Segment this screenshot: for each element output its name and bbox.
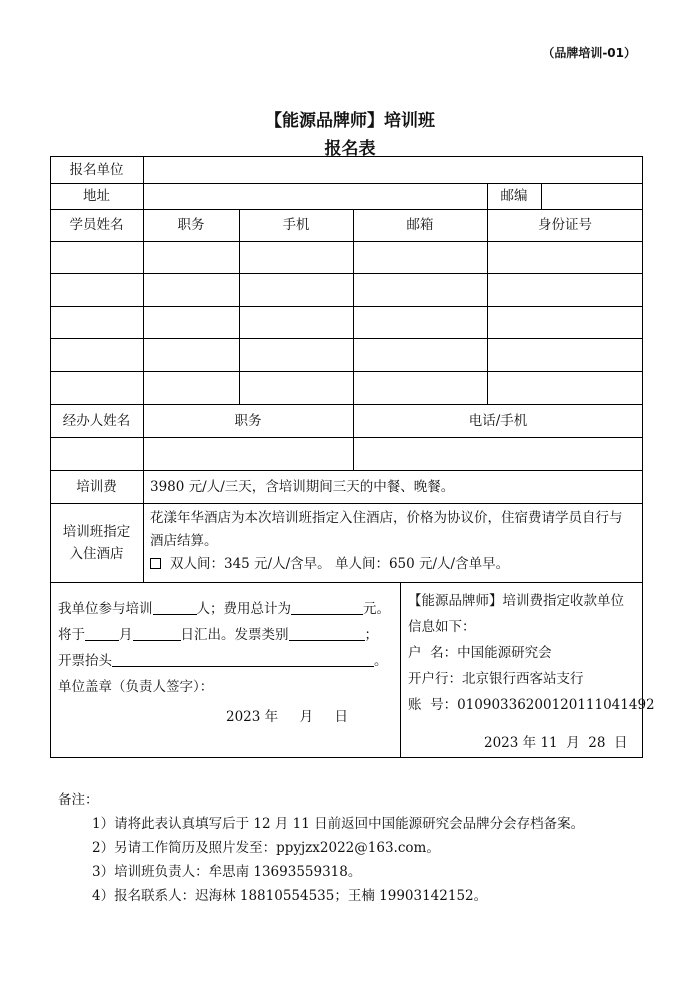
label-fee: 培训费 — [76, 478, 117, 495]
label-unit: 报名单位 — [69, 161, 124, 178]
hotel-description — [150, 507, 640, 576]
label-agent-name: 经办人姓名 — [62, 412, 131, 429]
payee-info — [408, 588, 655, 756]
header-student-name: 学员姓名 — [69, 217, 124, 233]
seal-label: 单位盖章（负责人签字）： — [58, 679, 214, 695]
row-line — [50, 306, 643, 307]
hotel-text-line2: 酒店结算。 — [150, 533, 218, 549]
page-subtitle: 报名表 — [324, 139, 376, 159]
header-mobile: 手机 — [282, 217, 310, 233]
header-position: 职务 — [177, 217, 205, 233]
yuan-label: 元。 — [363, 601, 390, 617]
header-id-number: 身份证号 — [538, 217, 592, 233]
label-hotel-line2: 入住酒店 — [69, 545, 124, 562]
account-name: 户 名：中国能源研究会 — [408, 645, 552, 661]
row-line — [50, 241, 643, 242]
label-postcode: 邮编 — [500, 188, 528, 204]
month-field[interactable] — [85, 626, 119, 641]
label-address: 地址 — [83, 188, 110, 204]
hotel-rooms-text: 双人间：345 元/人/含早。 单人间：650 元/人/含单早。 — [170, 556, 510, 572]
left-date: 2023 年 月 日 — [226, 709, 349, 725]
note-4: 4）报名联系人：迟海林 18810554535；王楠 19903142152。 — [92, 888, 488, 904]
label-agent-phone: 电话/手机 — [468, 412, 528, 429]
col-line — [541, 183, 542, 209]
hotel-checkbox[interactable] — [150, 558, 161, 569]
label-hotel-line1: 培训班指定 — [62, 523, 131, 540]
invoice-type-field[interactable] — [289, 626, 365, 641]
label-agent-position: 职务 — [234, 412, 262, 429]
participants-field[interactable] — [153, 600, 197, 615]
row-line — [50, 273, 643, 274]
day-field[interactable] — [133, 626, 181, 641]
row-line — [50, 582, 643, 583]
total-label: 人；费用总计为 — [196, 601, 291, 617]
account-number: 账 号：01090336200120111041492 — [408, 697, 655, 713]
notes — [58, 788, 584, 908]
bank-name: 开户行：北京银行西客站支行 — [408, 671, 584, 687]
invoice-title-label: 开票抬头 — [58, 653, 112, 669]
total-field[interactable] — [291, 600, 363, 615]
row-line — [50, 437, 643, 438]
hotel-rooms — [150, 553, 640, 576]
remit-label: 将于 — [58, 627, 85, 643]
fee-text: 3980 元/人/三天，含培训期间三天的中餐、晚餐。 — [150, 479, 455, 495]
page-title: 【能源品牌师】培训班 — [265, 111, 435, 131]
notes-heading: 备注： — [58, 792, 99, 808]
period: 。 — [374, 653, 388, 669]
hotel-text-line1: 花漾年华酒店为本次培训班指定入住酒店，价格为协议价，住宿费请学员自行与 — [150, 510, 623, 526]
note-2: 2）另请工作简历及照片发至：ppyjzx2022@163.com。 — [92, 840, 440, 856]
col-line — [400, 582, 401, 758]
payment-commitment — [58, 596, 392, 730]
invoice-title-field[interactable] — [112, 652, 374, 667]
month-label: 月 — [119, 627, 133, 643]
label-hotel — [50, 503, 143, 582]
note-1: 1）请将此表认真填写后于 12 月 11 日前返回中国能源研究会品牌分会存档备案。 — [92, 816, 585, 832]
payee-heading: 【能源品牌师】培训费指定收款单位 — [408, 593, 624, 609]
note-3: 3）培训班负责人：牟思南 13693559318。 — [92, 864, 362, 880]
payee-heading-2: 信息如下： — [408, 619, 476, 635]
right-date: 2023 年 11 月 28 日 — [484, 735, 628, 751]
header-email: 邮箱 — [406, 217, 434, 233]
row-line — [50, 338, 643, 339]
participants-label: 我单位参与培训 — [58, 601, 153, 617]
row-line — [50, 371, 643, 372]
semicolon: ； — [364, 627, 378, 643]
form-code: （品牌培训-01） — [542, 46, 636, 60]
invoice-type-label: 日汇出。发票类别 — [180, 627, 289, 643]
